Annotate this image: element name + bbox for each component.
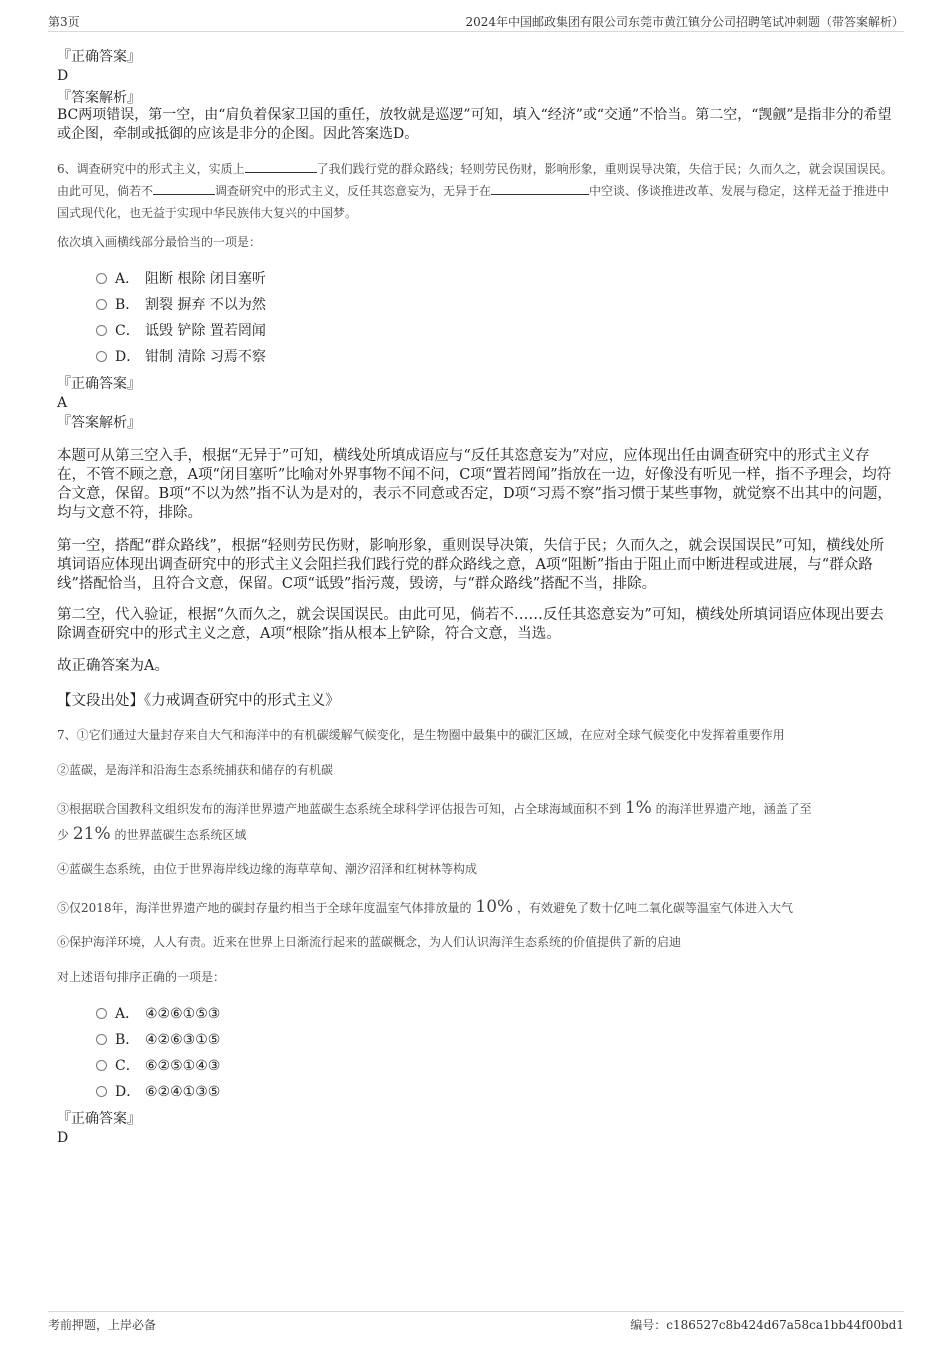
footer-slogan: 考前押题，上岸必备 [48,1318,157,1332]
analysis-label: 『答案解析』 [57,90,141,106]
option-d[interactable]: D． ⑥②④①③⑤ [96,1081,220,1101]
radio-icon[interactable] [96,1008,107,1019]
analysis-paragraph: 第二空，代入验证，根据“久而久之，就会误国误民。由此可见，倘若不……反任其恣意妄为”可知，横线处所填词语应体现出要去除调查研究中的形式主义之意，A项“根除”指从根本上铲除，符合文意，当选。 [57,607,884,642]
answer-label: 『正确答案』 [57,376,141,392]
radio-icon[interactable] [96,273,107,284]
radio-icon[interactable] [96,1034,107,1045]
answer-label: 『正确答案』 [57,49,141,65]
answer-label: 『正确答案』 [57,1111,141,1127]
option-a[interactable]: A． 阻断 根除 闭目塞听 [96,268,266,288]
blank-2 [153,182,215,195]
page-number: 第3页 [48,15,80,29]
question-prompt: 依次填入画横线部分最恰当的一项是： [57,235,262,249]
blank-3 [491,182,589,195]
radio-icon[interactable] [96,299,107,310]
document-id: 编号：c186527c8b424d67a58ca1bb44f00bd1 [630,1318,904,1332]
blank-1 [245,160,317,173]
option-b[interactable]: B． 割裂 摒弃 不以为然 [96,294,266,314]
analysis-label: 『答案解析』 [57,415,141,431]
radio-icon[interactable] [96,325,107,336]
analysis-paragraph: 故正确答案为A。 [57,658,169,674]
sentence-3-cont: 少 21% 的世界蓝碳生态系统区域 [57,824,247,844]
question-prompt: 对上述语句排序正确的一项是： [57,970,226,984]
source-note: 【文段出处】《力戒调查研究中的形式主义》 [57,693,340,709]
sentence-4: ④蓝碳生态系统，由位于世界海岸线边缘的海草草甸、潮汐沼泽和红树林等构成 [57,862,478,876]
option-c[interactable]: C． ⑥②⑤①④③ [96,1055,220,1075]
radio-icon[interactable] [96,1086,107,1097]
radio-icon[interactable] [96,1060,107,1071]
sentence-3: ③根据联合国教科文组织发布的海洋世界遗产地蓝碳生态系统全球科学评估报告可知，占全球海域面积不到 1% 的海洋世界遗产地，涵盖了至 [57,798,812,818]
option-a[interactable]: A． ④②⑥①⑤③ [96,1003,220,1023]
page-footer [48,1311,904,1334]
analysis-paragraph: 本题可从第三空入手，根据“无异于”可知，横线处所填成语应与“反任其恣意妄为”对应，应体现出任由调查研究中的形式主义存在，不管不顾之意，A项“闭目塞听”比喻对外界事物不闻不问，C项“置若罔闻”指放在一边，好像没有听见一样，指不予理会，均符合文意，保留。B项“不以为然”指不认为是对的，表示不同意或否定，D项“习焉不察”指习惯于某些事物，就觉察不出其中的问题，均与文意不符，排除。 [57,448,892,521]
option-c[interactable]: C． 诋毁 铲除 置若罔闻 [96,320,266,340]
sentence-6: ⑥保护海洋环境，人人有责。近来在世界上日渐流行起来的蓝碳概念，为人们认识海洋生态系统的价值提供了新的启迪 [57,935,682,949]
analysis-text: BC两项错误，第一空，由“肩负着保家卫国的重任，放牧就是巡逻”可知，填入“经济”或“交通”不恰当。第二空，“觊觎”是指非分的希望或企图，牵制或抵御的应该是非分的企图。因此答案选D。 [57,107,892,142]
sentence-5: ⑤仅2018年，海洋世界遗产地的碳封存量约相当于全球年度温室气体排放量的 10% ，有效避免了数十亿吨二氧化碳等温室气体进入大气 [57,897,794,917]
answer-value: D [57,1130,69,1146]
option-b[interactable]: B． ④②⑥③①⑤ [96,1029,220,1049]
sentence-2: ②蓝碳，是海洋和沿海生态系统捕获和储存的有机碳 [57,763,334,777]
analysis-paragraph: 第一空，搭配“群众路线”，根据“轻则劳民伤财，影响形象，重则误导决策，失信于民；久而久之，就会误国误民”可知，横线处所填词语应体现出调查研究中的形式主义会阻拦我们践行党的群众路线之意，A项“阻断”指由于阻止而中断进程或进展，与“群众路线”搭配恰当，且符合文意，保留。C项“诋毁”指污蔑，毁谤，与“群众路线”搭配不当，排除。 [57,538,885,592]
page-header [48,13,904,32]
option-d[interactable]: D． 钳制 清除 习焉不察 [96,346,266,366]
sentence-1: 7、①它们通过大量封存来自大气和海洋中的有机碳缓解气候变化，是生物圈中最集中的碳汇区域，在应对全球气候变化中发挥着重要作用 [57,728,785,742]
radio-icon[interactable] [96,351,107,362]
document-title: 2024年中国邮政集团有限公司东莞市黄江镇分公司招聘笔试冲刺题（带答案解析） [465,15,904,29]
answer-value: D [57,68,69,84]
answer-value: A [57,395,68,411]
question-6-stem: 6、调查研究中的形式主义，实质上 了我们践行党的群众路线；轻则劳民伤财，影响形象，重则误导决策，失信于民；久而久之，就会误国误民。由此可见，倘若不 调查研究中的形式主义，反任其恣意妄为，无异于在 中空谈、侈谈推进改革、发展与稳定，这样无益于推进中国式现代化，也无益于实现中华民族伟大复兴的中国梦。 [57,162,893,220]
